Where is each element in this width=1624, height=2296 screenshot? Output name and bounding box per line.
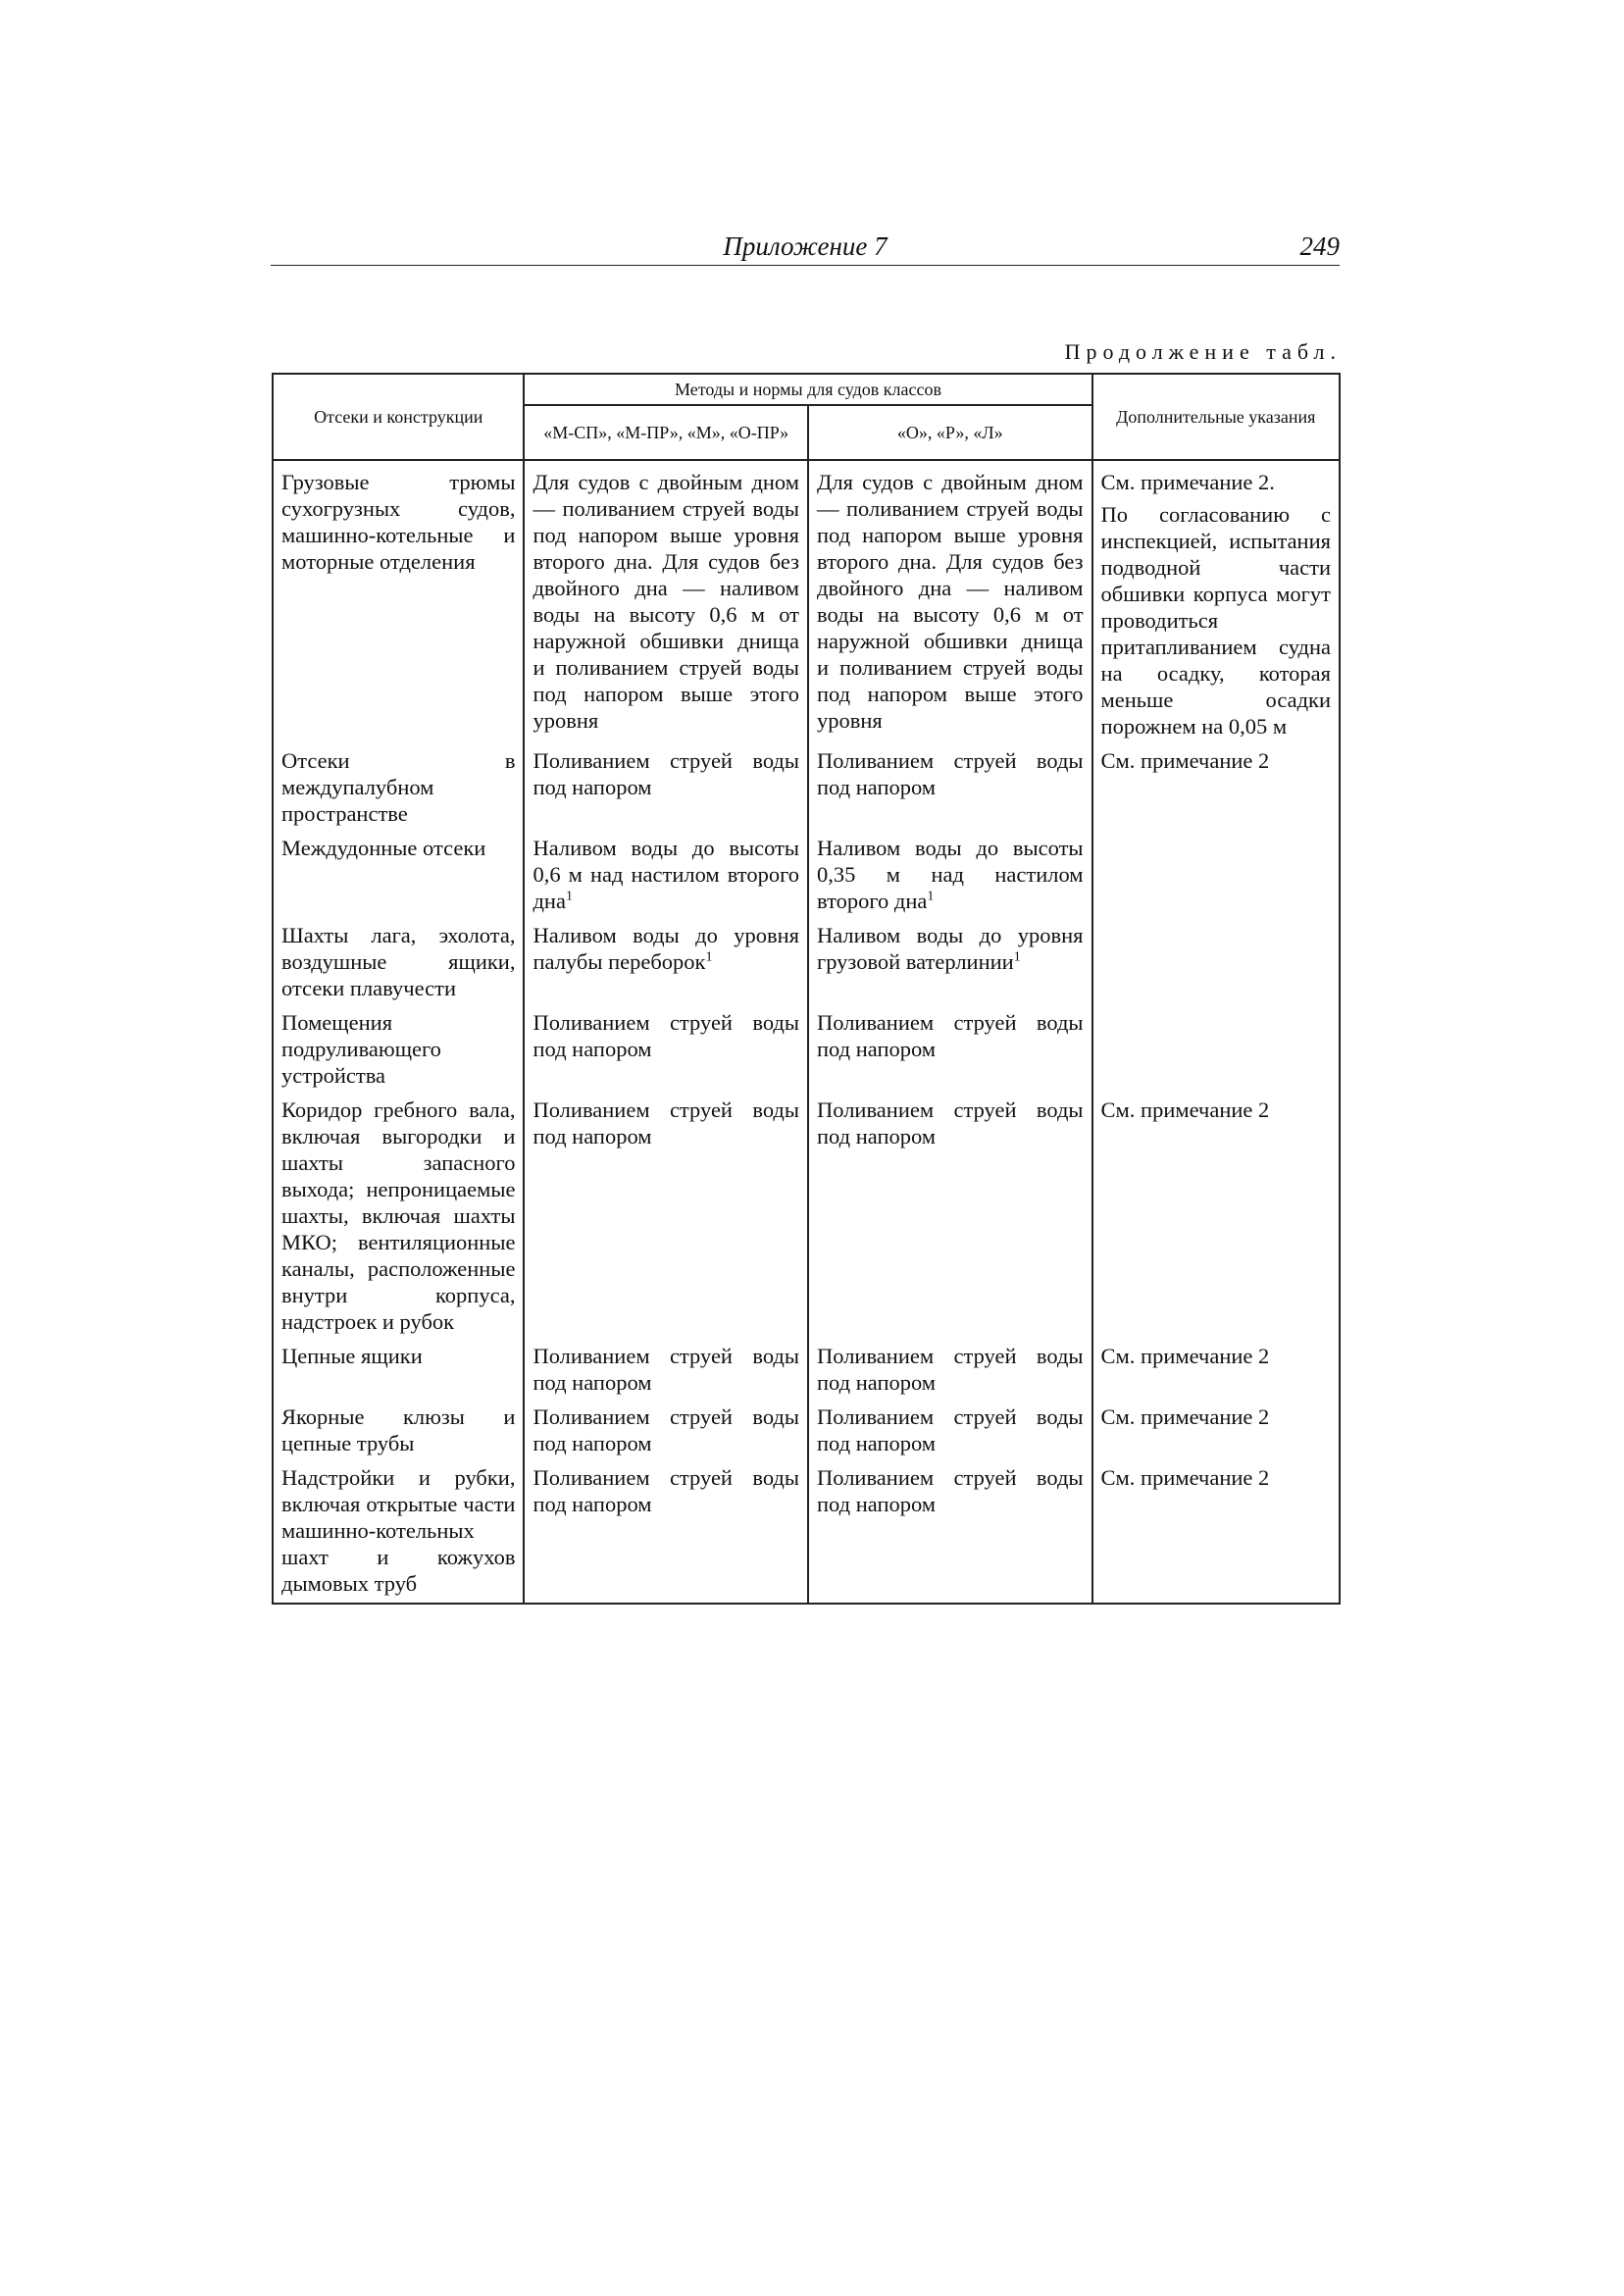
method-cell: Поливанием струей воды под напором: [808, 1339, 1092, 1400]
note-cell: См. примечание 2: [1092, 1093, 1340, 1339]
compartment-cell: Грузовые трюмы сухогрузных судов, машинно-котельные и моторные отделения: [273, 460, 524, 743]
table-row: [273, 1400, 1340, 1460]
header-title: Приложение 7: [723, 231, 888, 261]
compartment-cell: Междудонные отсеки: [273, 831, 524, 918]
footnote-mark: 1: [1013, 949, 1021, 965]
note-cell: См. примечание 2: [1092, 1400, 1340, 1460]
method-cell: [808, 918, 1092, 1005]
table-row: [273, 460, 1340, 743]
table-row: [273, 1339, 1340, 1400]
header-class-group-2: «О», «Р», «Л»: [808, 405, 1092, 460]
table-row: [273, 743, 1340, 831]
method-cell: [524, 831, 808, 918]
header-methods-group: Методы и нормы для судов классов: [524, 374, 1091, 405]
method-cell: Поливанием струей воды под напором: [808, 1005, 1092, 1093]
header-class-group-1: «М-СП», «М-ПР», «М», «О-ПР»: [524, 405, 808, 460]
running-header: [271, 231, 1340, 266]
method-text: Наливом воды до высоты 0,35 м над настилом второго дна: [817, 836, 1084, 913]
method-cell: [524, 918, 808, 1005]
method-cell: Поливанием струей воды под напором: [808, 1400, 1092, 1460]
compartment-cell: Цепные ящики: [273, 1339, 524, 1400]
footnote-mark: 1: [565, 889, 573, 904]
note-cell: [1092, 831, 1340, 918]
method-text: Наливом воды до уровня палубы переборок: [533, 923, 799, 974]
header-compartments: Отсеки и конструкции: [273, 374, 524, 460]
method-cell: Поливанием струей воды под напором: [524, 1005, 808, 1093]
method-cell: Поливанием струей воды под напором: [808, 743, 1092, 831]
note-cell: См. примечание 2: [1092, 1339, 1340, 1400]
table-row: [273, 831, 1340, 918]
compartment-cell: Помещения подруливающего устройства: [273, 1005, 524, 1093]
note-text: См. примечание 2.: [1100, 470, 1275, 494]
compartment-cell: Якорные клюзы и цепные трубы: [273, 1400, 524, 1460]
compartment-cell: Надстройки и рубки, включая открытые части машинно-котельных шахт и кожухов дымовых труб: [273, 1460, 524, 1604]
method-cell: Для судов с двойным дном — поливанием струей воды под напором выше уровня второго дна. Для судов без двойного дна — наливом воды на высоту 0,6 м от наружной обшивки днища и поливанием струей воды под напором выше этого уровня: [524, 460, 808, 743]
table-row: [273, 1460, 1340, 1604]
note-cell: [1092, 460, 1340, 743]
method-cell: Для судов с двойным дном — поливанием струей воды под напором выше уровня второго дна. Для судов без двойного дна — наливом воды на высоту 0,6 м от наружной обшивки днища и поливанием струей воды под напором выше этого уровня: [808, 460, 1092, 743]
footnote-mark: 1: [705, 949, 713, 965]
footnote-mark: 1: [927, 889, 935, 904]
method-text: Наливом воды до уровня грузовой ватерлинии: [817, 923, 1084, 974]
table-row: [273, 918, 1340, 1005]
method-cell: Поливанием струей воды под напором: [808, 1093, 1092, 1339]
note-text: По согласованию с инспекцией, испытания подводной части обшивки корпуса могут проводиться притапливанием судна на осадку, которая меньше осадки порожнем на 0,05 м: [1100, 502, 1331, 739]
inspection-table: [272, 373, 1341, 1605]
note-cell: [1092, 918, 1340, 1005]
compartment-cell: Коридор гребного вала, включая выгородки и шахты запасного выхода; непроницаемые шахты, включая шахты МКО; вентиляционные каналы, расположенные внутри корпуса, надстроек и рубок: [273, 1093, 524, 1339]
header-additional: Дополнительные указания: [1092, 374, 1340, 460]
compartment-cell: Отсеки в междупалубном пространстве: [273, 743, 524, 831]
page-number: 249: [1299, 231, 1340, 261]
note-cell: [1092, 1005, 1340, 1093]
note-cell: См. примечание 2: [1092, 743, 1340, 831]
method-cell: Поливанием струей воды под напором: [808, 1460, 1092, 1604]
method-cell: [808, 831, 1092, 918]
method-text: Наливом воды до высоты 0,6 м над настилом второго дна: [533, 836, 799, 913]
table-row: [273, 1093, 1340, 1339]
method-cell: Поливанием струей воды под напором: [524, 1460, 808, 1604]
method-cell: Поливанием струей воды под напором: [524, 1339, 808, 1400]
method-cell: Поливанием струей воды под напором: [524, 1093, 808, 1339]
note-cell: См. примечание 2: [1092, 1460, 1340, 1604]
table-row: [273, 1005, 1340, 1093]
method-cell: Поливанием струей воды под напором: [524, 743, 808, 831]
method-cell: Поливанием струей воды под напором: [524, 1400, 808, 1460]
compartment-cell: Шахты лага, эхолота, воздушные ящики, отсеки плавучести: [273, 918, 524, 1005]
continuation-label: Продолжение табл.: [1064, 339, 1342, 364]
